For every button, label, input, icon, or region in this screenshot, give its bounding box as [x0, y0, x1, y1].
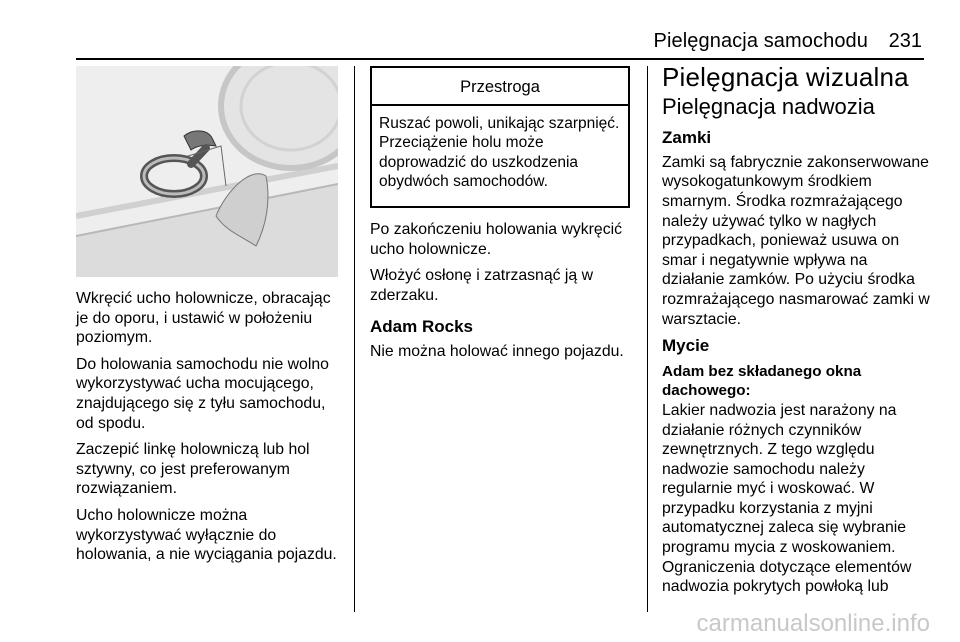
subsection-title: Pielęgnacja nadwozia: [662, 93, 875, 119]
washing-text: Lakier nadwozia jest narażony na działanie różnych czynników zewnętrznych. Z tego względu nadwozie samochodu należy regularnie myć i woskować. W przypadku korzystania z myjni automatycznej zaleca się wybranie programu mycia z woskowaniem. Ograniczenia dotyczące elementów nadwozia pokrytych powłoką lub: [662, 401, 912, 596]
caution-box: [370, 66, 630, 208]
column-divider-2: [647, 66, 648, 612]
caution-title: Przestroga: [372, 68, 628, 106]
watermark: carmanualsonline.info: [696, 610, 930, 637]
washing-heading: Mycie: [662, 336, 710, 356]
locks-text: Zamki są fabrycznie zakonserwowane wysokogatunkowym środkiem smarnym. Środka rozmrażającego należy używać tylko w nagłych przypadkach, ponieważ usuwa on smar i negatywnie wpływa na działanie zamków. Po użyciu środka rozmrażającego nasmarować zamki w warsztacie.: [662, 153, 930, 328]
section-title: Pielęgnacja wizualna: [662, 62, 909, 92]
instruction-insert-cover: Włożyć osłonę i zatrzasnąć ją w zderzaku.: [370, 267, 593, 304]
instruction-hook-usage: Ucho holownicze można wykorzystywać wyłącznie do holowania, a nie wyciągania pojazdu.: [76, 506, 337, 564]
caution-text: Ruszać powoli, unikając szarpnięć. Przeciążenie holu może doprowadzić do uszkodzenia obydwóch samochodów.: [379, 115, 620, 191]
adam-rocks-text: Nie można holować innego pojazdu.: [370, 342, 624, 360]
column-divider-1: [354, 66, 355, 612]
left-column: [76, 289, 346, 572]
instruction-remove-hook: Po zakończeniu holowania wykręcić ucho holownicze.: [370, 221, 623, 258]
locks-heading: Zamki: [662, 128, 712, 148]
page-header-title: Pielęgnacja samochodu: [653, 30, 868, 52]
adam-rocks-heading: Adam Rocks: [370, 317, 473, 337]
middle-column: [370, 220, 640, 369]
instruction-attach-rope: Zaczepić linkę holowniczą lub hol sztywny, co jest preferowanym rozwiązaniem.: [76, 441, 310, 498]
washing-lead: Adam bez składanego okna dachowego:: [662, 362, 862, 400]
page-header: [0, 0, 960, 58]
instruction-rear-eye-warning: Do holowania samochodu nie wolno wykorzystywać ucha mocującego, znajdującego się z tyłu samochodu, od spodu.: [76, 355, 329, 432]
page-number: 231: [888, 30, 922, 52]
tow-hook-illustration: [76, 66, 338, 277]
right-column: [662, 60, 932, 604]
instruction-screw-hook: Wkręcić ucho holownicze, obracając je do oporu, i ustawić w położeniu poziomym.: [76, 290, 331, 347]
